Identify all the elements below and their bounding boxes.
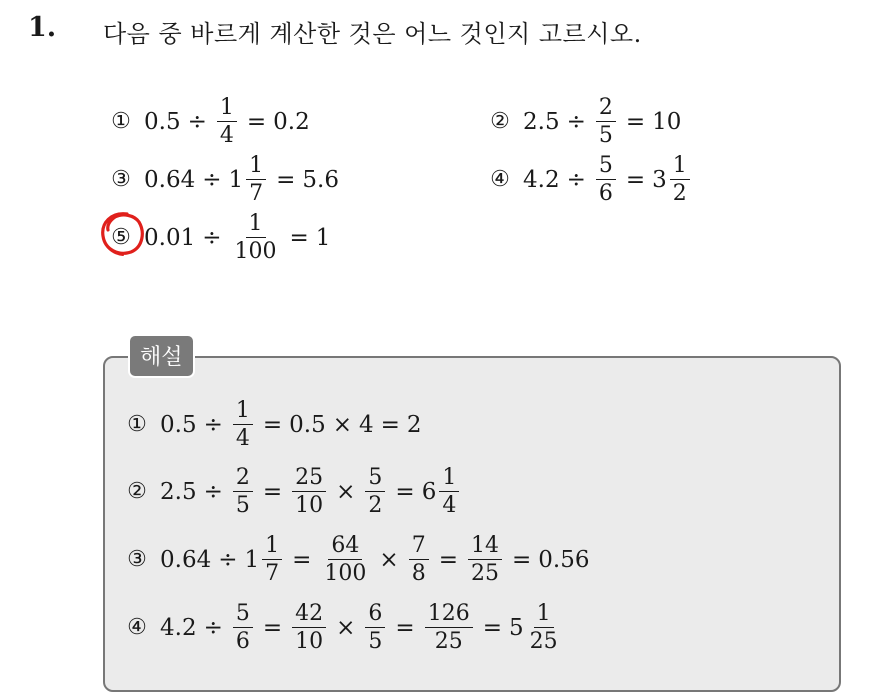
numerator: 6: [365, 602, 385, 628]
divide-sign: ÷: [566, 166, 586, 193]
numerator: 14: [468, 534, 502, 560]
fraction-part: [439, 466, 459, 517]
equals-sign: =: [262, 478, 283, 505]
numerator: 7: [409, 534, 429, 560]
equals-sign: =: [289, 224, 309, 251]
denominator: 6: [598, 181, 613, 207]
choice-4[interactable]: [487, 154, 693, 205]
numerator: 1: [246, 212, 266, 238]
divide-sign: ÷: [202, 166, 222, 193]
explanation-line-3: [124, 534, 589, 585]
numerator: 64: [328, 534, 362, 560]
question-text: 다음 중 바르게 계산한 것은 어느 것인지 고르시오.: [103, 20, 642, 48]
line-mark: ②: [127, 479, 147, 505]
denominator: 100: [324, 561, 367, 587]
denominator: 100: [234, 239, 277, 265]
divisor-fraction: [217, 96, 237, 147]
whole-part: 5: [508, 614, 524, 641]
whole-part: 3: [652, 166, 667, 193]
fraction: [409, 534, 429, 585]
numerator: 1: [217, 96, 237, 122]
multiply-sign: ×: [336, 478, 356, 505]
explanation-line-4: [124, 602, 564, 653]
fraction: [233, 466, 253, 517]
term: 4.2: [160, 614, 197, 641]
choice-mark: ⑤: [111, 225, 131, 251]
divide-sign: ÷: [203, 411, 223, 438]
explanation-line-1: [124, 399, 422, 450]
choice-1[interactable]: [108, 96, 310, 147]
fraction: [425, 602, 473, 653]
equals-sign: =: [380, 411, 400, 438]
numerator: 126: [425, 602, 473, 628]
denominator: 10: [295, 629, 324, 655]
denominator: 4: [442, 493, 457, 519]
term: 4: [359, 411, 374, 438]
denominator: 6: [235, 629, 250, 655]
denominator: 8: [411, 561, 426, 587]
divide-sign: ÷: [203, 478, 223, 505]
line-mark: ③: [127, 547, 147, 573]
dividend: 2.5: [523, 108, 560, 135]
divisor-fraction: [596, 154, 616, 205]
denominator: 25: [529, 629, 558, 655]
line-mark: ④: [127, 615, 147, 641]
answer-circle-mark: [97, 208, 149, 260]
fraction: [365, 602, 385, 653]
denominator: 2: [368, 493, 383, 519]
question-number: 1.: [28, 12, 57, 43]
denominator: 7: [265, 561, 280, 587]
equals-sign: =: [262, 614, 283, 641]
denominator: 2: [672, 181, 687, 207]
equals-sign: =: [276, 166, 296, 193]
term: 0.5: [289, 411, 326, 438]
divide-sign: ÷: [218, 546, 238, 573]
numerator: 2: [596, 96, 616, 122]
numerator: 42: [292, 602, 326, 628]
fraction: [365, 466, 385, 517]
explanation-tag: 해설: [128, 334, 195, 378]
explanation-line-2: [124, 466, 462, 517]
fraction-part: [262, 534, 282, 585]
fraction: [233, 602, 253, 653]
dividend: 0.01: [144, 224, 196, 251]
equals-sign: =: [246, 108, 267, 135]
denominator: 25: [434, 629, 463, 655]
term: 0.5: [160, 411, 197, 438]
mixed-number: [422, 466, 463, 517]
multiply-sign: ×: [336, 614, 356, 641]
equals-sign: =: [262, 411, 283, 438]
term: 2.5: [160, 478, 197, 505]
numerator: 1: [670, 154, 690, 180]
dividend: 4.2: [523, 166, 560, 193]
fraction: [468, 534, 502, 585]
result: 1: [315, 224, 331, 251]
multiply-sign: ×: [332, 411, 352, 438]
dividend: 0.5: [144, 108, 181, 135]
equals-sign: =: [395, 478, 415, 505]
fraction: [292, 602, 326, 653]
numerator: 1: [534, 602, 554, 628]
equals-sign: =: [625, 166, 646, 193]
denominator: 4: [219, 123, 234, 149]
numerator: 1: [233, 399, 253, 425]
numerator: 1: [439, 466, 459, 492]
term: 0.64: [160, 546, 212, 573]
equals-sign: =: [511, 546, 532, 573]
divisor-fraction: [596, 96, 616, 147]
numerator: 5: [233, 602, 253, 628]
divide-sign: ÷: [203, 614, 223, 641]
whole-part: 6: [421, 478, 437, 505]
divide-sign: ÷: [202, 224, 222, 251]
choice-mark: ①: [111, 109, 131, 135]
result-mixed-number: [652, 154, 693, 205]
divide-sign: ÷: [187, 108, 207, 135]
denominator: 10: [295, 493, 324, 519]
equals-sign: =: [395, 614, 415, 641]
fraction: [321, 534, 369, 585]
choice-2[interactable]: [487, 96, 681, 147]
equals-sign: =: [482, 614, 502, 641]
equals-sign: =: [438, 546, 458, 573]
choice-mark: ②: [490, 109, 510, 135]
numerator: 5: [596, 154, 616, 180]
denominator: 7: [249, 181, 264, 207]
numerator: 1: [246, 154, 266, 180]
fraction: [233, 399, 253, 450]
line-mark: ①: [127, 412, 147, 438]
fraction: [292, 466, 326, 517]
choice-3[interactable]: [108, 154, 339, 205]
whole-part: 1: [244, 546, 260, 573]
fraction-part: [246, 154, 266, 205]
denominator: 25: [470, 561, 499, 587]
multiply-sign: ×: [379, 546, 399, 573]
numerator: 1: [262, 534, 282, 560]
result: 0.2: [273, 108, 310, 135]
result: 10: [652, 108, 682, 135]
divisor-fraction: [232, 212, 280, 263]
divide-sign: ÷: [566, 108, 586, 135]
result: 5.6: [302, 166, 339, 193]
numerator: 5: [365, 466, 385, 492]
mixed-number: [245, 534, 286, 585]
mixed-number: [509, 602, 564, 653]
denominator: 5: [235, 493, 250, 519]
denominator: 5: [368, 629, 383, 655]
equals-sign: =: [292, 546, 312, 573]
numerator: 2: [233, 466, 253, 492]
divisor-mixed-number: [229, 154, 270, 205]
choice-mark: ③: [111, 167, 131, 193]
choice-mark: ④: [490, 167, 510, 193]
whole-part: 1: [228, 166, 244, 193]
denominator: 5: [598, 123, 613, 149]
fraction-part: [527, 602, 561, 653]
term: 2: [406, 411, 422, 438]
term: 0.56: [538, 546, 590, 573]
equals-sign: =: [625, 108, 646, 135]
denominator: 4: [235, 426, 250, 452]
dividend: 0.64: [144, 166, 196, 193]
numerator: 25: [292, 466, 326, 492]
fraction-part: [670, 154, 690, 205]
